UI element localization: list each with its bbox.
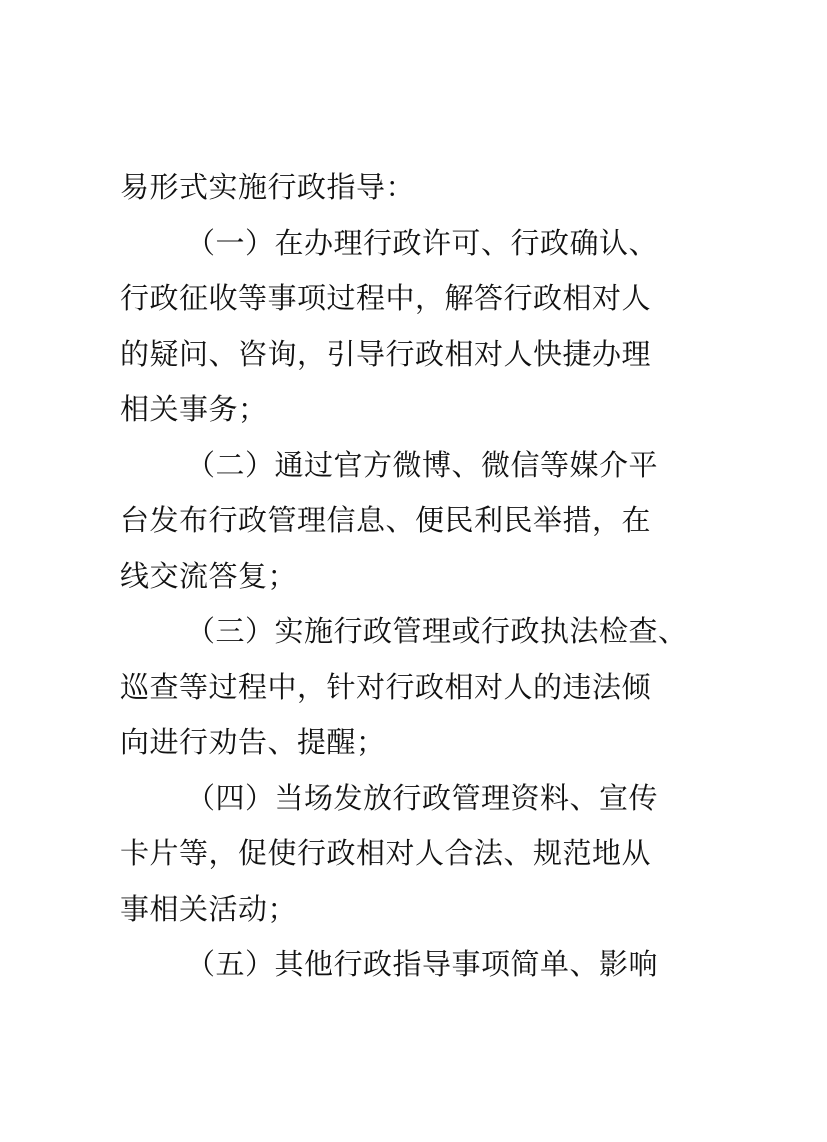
text-line: 事相关活动； — [120, 891, 298, 926]
text-line: （五）其他行政指导事项简单、影响 — [186, 947, 659, 981]
text-line: 台发布行政管理信息、便民利民举措，在 — [120, 503, 652, 537]
text-line: （三）实施行政管理或行政执法检查、 — [186, 614, 688, 648]
text-line: 的疑问、咨询，引导行政相对人快捷办理 — [120, 336, 652, 371]
text-line: （二）通过官方微博、微信等媒介平 — [186, 447, 659, 482]
text-line: （一）在办理行政许可、行政确认、 — [186, 225, 659, 260]
text-line: 向进行劝告、提醒； — [120, 725, 386, 759]
text-line: 卡片等，促使行政相对人合法、规范地从 — [120, 836, 652, 870]
document-body — [120, 160, 720, 993]
text-line: （四）当场发放行政管理资料、宣传 — [186, 780, 659, 815]
text-line: 易形式实施行政指导： — [120, 170, 416, 204]
text-line: 巡查等过程中，针对行政相对人的违法倾 — [120, 669, 652, 704]
text-line: 线交流答复； — [120, 558, 298, 593]
text-line: 相关事务； — [120, 392, 268, 426]
text-line: 行政征收等事项过程中，解答行政相对人 — [120, 281, 652, 315]
